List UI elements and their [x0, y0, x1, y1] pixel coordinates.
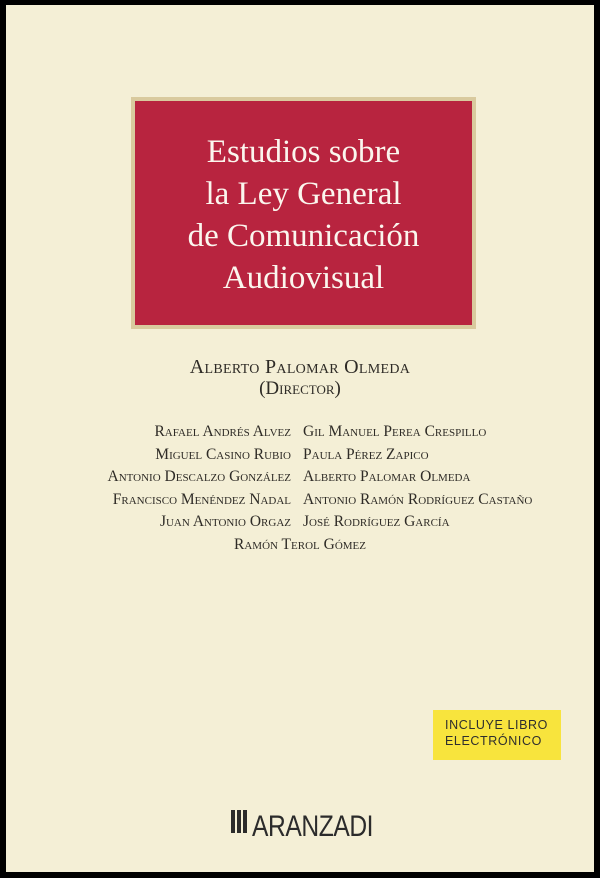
author-name: Antonio Ramón Rodríguez Castaño: [303, 490, 533, 508]
author-row: [0, 421, 600, 444]
badge-line: ELECTRÓNICO: [445, 734, 542, 748]
title-line: Estudios sobre: [206, 134, 401, 170]
author-name: Alberto Palomar Olmeda: [303, 468, 471, 485]
author-row: [0, 444, 600, 467]
director-name: Alberto Palomar Olmeda: [189, 356, 411, 378]
author-row: [0, 534, 600, 557]
publisher-mark-icon: [231, 807, 249, 841]
director-role: (Director): [259, 378, 341, 399]
author-name: Gil Manuel Perea Crespillo: [303, 423, 487, 440]
author-row: [0, 511, 600, 534]
author-name: Rafael Andrés Alvez: [154, 423, 291, 440]
author-name: Antonio Descalzo González: [107, 468, 291, 485]
author-name: Juan Antonio Orgaz: [159, 513, 291, 530]
author-name: Paula Pérez Zapico: [303, 445, 429, 463]
author-name: Ramón Terol Gómez: [234, 535, 366, 553]
author-name: Francisco Menéndez Nadal: [112, 490, 291, 508]
author-row: [0, 466, 600, 489]
author-name: Miguel Casino Rubio: [155, 445, 291, 463]
title-line: la Ley General: [205, 176, 402, 212]
title-line: Audiovisual: [222, 260, 385, 296]
badge-line: INCLUYE LIBRO: [445, 718, 548, 732]
author-row: [0, 489, 600, 512]
title-box: [135, 101, 472, 325]
author-list: [0, 421, 600, 556]
ebook-badge: [433, 710, 561, 760]
title-frame: [131, 97, 476, 329]
publisher-logo: [0, 809, 600, 844]
title-line: de Comunicación: [187, 218, 420, 254]
author-name: José Rodríguez García: [303, 513, 450, 530]
publisher-name: ARANZADI: [251, 810, 373, 844]
